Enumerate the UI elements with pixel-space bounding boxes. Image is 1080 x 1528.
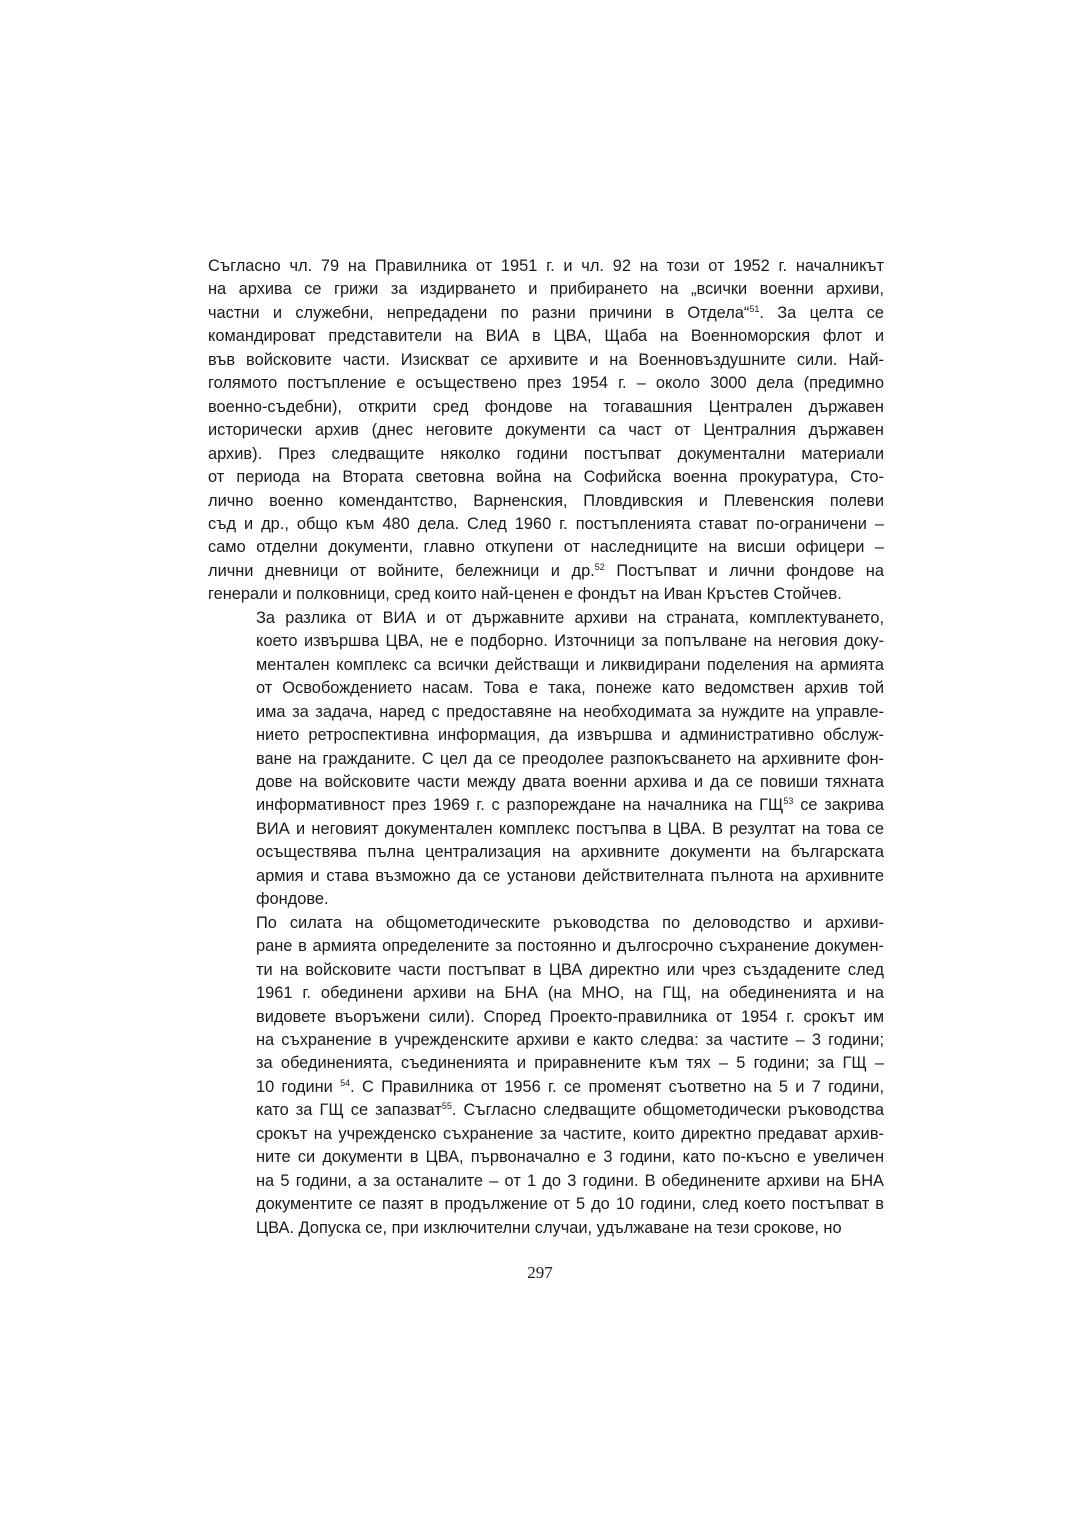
text-line: генерали и полковници, сред които най-ценен е фондът на Иван Кръстев Стойчев.: [208, 585, 842, 604]
text-line: военно-съдебни), открити сред фондове на тогавашния Централен държавен: [208, 397, 884, 416]
text-line: армия и става възможно да се установи действителната пълнота на архивните: [256, 866, 884, 885]
text-line: на съхранение в учрежденските архиви е както следва: за частите – 3 години;: [256, 1030, 884, 1049]
text-line: има за задача, наред с предоставяне на необходимата за нуждите на управле-: [256, 702, 884, 721]
text-line: само отделни документи, главно откупени от наследниците на висши офицери –: [208, 538, 884, 557]
paragraph: [208, 912, 884, 1240]
footnote-ref: 55: [441, 1101, 452, 1112]
text-line: информативност през 1969 г. с разпореждане на началника на ГЩ$^{53}$ се закрива: [256, 796, 884, 815]
text-line: командироват представители на ВИА в ЦВА, Щаба на Военноморския флот и: [208, 327, 884, 346]
body-text: [208, 255, 884, 1240]
text-line: срокът на учрежденско съхранение за частите, които директно предават архив-: [256, 1124, 884, 1143]
text-line: дове на войсковите части между двата военни архива и да се повиши тяхната: [256, 772, 884, 791]
text-line: за обединенията, съединенията и приравнените към тях – 5 години; за ГЩ –: [256, 1054, 884, 1073]
text-line: на 5 години, а за останалите – от 1 до 3 години. В обединените архиви на БНА: [256, 1171, 884, 1190]
text-line: исторически архив (днес неговите документи са част от Централния държавен: [208, 421, 884, 440]
text-line: По силата на общометодическите ръководства по деловодство и архиви-: [256, 913, 884, 932]
text-line: от Освобождението насам. Това е така, понеже като ведомствен архив той: [256, 679, 884, 698]
text-line: ване на гражданите. С цел да се преодолее разпокъсването на архивните фон-: [256, 749, 884, 768]
text-line: ментален комплекс са всички действащи и ликвидирани поделения на армията: [256, 655, 884, 674]
text-line: от периода на Втората световна война на Софийска военна прокуратура, Сто-: [208, 468, 884, 487]
text-line: ране в армията определените за постоянно и дългосрочно съхранение докумен-: [256, 937, 884, 956]
text-line: архив). През следващите няколко години постъпват документални материали: [208, 444, 884, 463]
text-line: лични дневници от войните, бележници и др.$^{52}$ Постъпват и лични фондове на: [208, 561, 884, 580]
text-line: 10 години $^{54}$. С Правилника от 1956 г. се променят съответно на 5 и 7 години,: [256, 1077, 884, 1096]
text-line: съд и др., общо към 480 дела. След 1960 г. постъпленията стават по-ограничени –: [208, 514, 884, 533]
text-line: 1961 г. обединени архиви на БНА (на МНО, на ГЩ, на обединенията и на: [256, 984, 884, 1003]
text-line: във войсковите части. Изискват се архивите и на Военновъздушните сили. Най-: [208, 350, 884, 369]
footnote-ref: 54: [340, 1077, 351, 1088]
text-line: ЦВА. Допуска се, при изключителни случаи, удължаване на тези срокове, но: [256, 1218, 842, 1237]
text-line: видовете въоръжени сили). Според Проекто-правилника от 1954 г. срокът им: [256, 1007, 884, 1026]
text-line: ВИА и неговият документален комплекс постъпва в ЦВА. В резултат на това се: [256, 819, 884, 838]
text-line: което извършва ЦВА, не е подборно. Източници за попълване на неговия доку-: [256, 632, 884, 651]
footnote-ref: 53: [783, 796, 794, 807]
text-line: За разлика от ВИА и от държавните архиви на страната, комплектуването,: [256, 608, 884, 627]
footnote-ref: 51: [749, 303, 760, 314]
text-line: като за ГЩ се запазват$^{55}$. Съгласно следващите общометодически ръководства: [256, 1101, 884, 1120]
footnote-ref: 52: [594, 561, 605, 572]
text-line: Съгласно чл. 79 на Правилника от 1951 г. и чл. 92 на този от 1952 г. началникът: [208, 257, 884, 275]
text-line: нието ретроспективна информация, да извършва и административно обслуж-: [256, 726, 884, 745]
text-line: фондове.: [256, 890, 329, 909]
page-number: 297: [527, 1263, 553, 1282]
text-line: частни и служебни, непредадени по разни причини в Отдела“$^{51}$. За целта се: [208, 303, 884, 322]
paragraph: [208, 255, 884, 607]
paragraph: [208, 607, 884, 912]
text-line: осъществява пълна централизация на архивните документи на българската: [256, 843, 884, 862]
text-line: на архива се грижи за издирването и прибирането на „всички военни архиви,: [208, 280, 884, 299]
text-line: ните си документи в ЦВА, първоначално е 3 години, като по-късно е увеличен: [256, 1148, 884, 1167]
text-line: голямото постъпление е осъществено през 1954 г. – около 3000 дела (предимно: [208, 374, 884, 393]
text-line: лично военно комендантство, Варненския, Пловдивския и Плевенския полеви: [208, 491, 884, 510]
text-line: документите се пазят в продължение от 5 до 10 години, след което постъпват в: [256, 1195, 884, 1214]
text-line: ти на войсковите части постъпват в ЦВА директно или чрез създадените след: [256, 960, 884, 979]
